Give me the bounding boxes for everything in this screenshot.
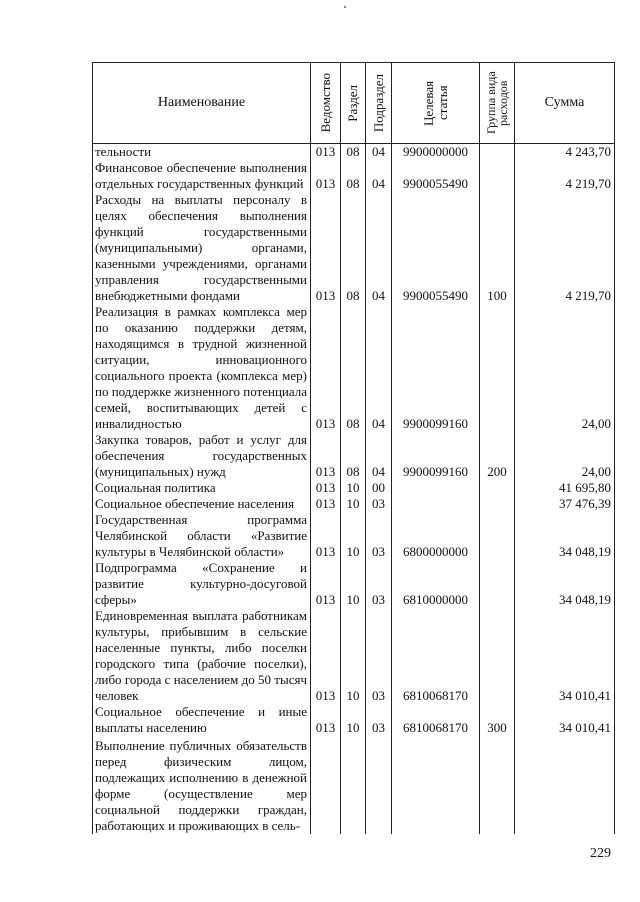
cell-name: Финансовое обеспечение выполнения отдельных государственных функций xyxy=(93,160,311,192)
cell-pod: 00 xyxy=(366,480,392,496)
cell-ved: 013 xyxy=(311,704,341,736)
cell-sum: 34 010,41 xyxy=(515,704,615,736)
cell-sum: 41 695,80 xyxy=(515,480,615,496)
cell-pod: 04 xyxy=(366,304,392,432)
budget-table-sheet xyxy=(92,62,614,833)
cell-sum: 24,00 xyxy=(515,432,615,480)
scan-speck xyxy=(344,6,346,8)
cell-ved: 013 xyxy=(311,192,341,304)
cell-pod: 03 xyxy=(366,704,392,736)
cell-grp xyxy=(480,480,515,496)
header-razdel xyxy=(341,63,366,144)
cell-sum xyxy=(515,736,615,834)
cell-raz: 08 xyxy=(341,304,366,432)
cell-name: тельности xyxy=(93,144,311,161)
cell-name: Социальное обеспечение и иные выплаты населению xyxy=(93,704,311,736)
table-row xyxy=(93,144,615,161)
cell-grp: 300 xyxy=(480,704,515,736)
cell-cel: 6800000000 xyxy=(392,512,480,560)
header-name: Наименование xyxy=(93,63,311,144)
cell-sum: 4 219,70 xyxy=(515,192,615,304)
header-celevaya-label: Целевая статья xyxy=(420,80,450,126)
table-row xyxy=(93,192,615,304)
cell-grp xyxy=(480,496,515,512)
cell-raz: 08 xyxy=(341,192,366,304)
cell-ved: 013 xyxy=(311,160,341,192)
header-razdel-label: Раздел xyxy=(345,84,360,122)
table-row xyxy=(93,480,615,496)
cell-cel xyxy=(392,496,480,512)
table-row xyxy=(93,432,615,480)
cell-cel: 9900099160 xyxy=(392,432,480,480)
cell-raz: 10 xyxy=(341,512,366,560)
table-row xyxy=(93,560,615,608)
cell-grp xyxy=(480,304,515,432)
cell-grp: 200 xyxy=(480,432,515,480)
header-podrazdel xyxy=(366,63,392,144)
cell-name: Единовременная выплата работникам культуры, прибывшим в сельские населенные пункты, либо поселки городского типа (рабочие поселки), либо города с населением до 50 тысяч человек xyxy=(93,608,311,704)
cell-pod: 03 xyxy=(366,496,392,512)
cell-pod: 03 xyxy=(366,608,392,704)
cell-cel xyxy=(392,480,480,496)
cell-ved: 013 xyxy=(311,144,341,161)
cell-name: Государственная программа Челябинской области «Развитие культуры в Челябинской области» xyxy=(93,512,311,560)
cell-sum: 34 010,41 xyxy=(515,608,615,704)
cell-ved: 013 xyxy=(311,608,341,704)
cell-cel: 9900099160 xyxy=(392,304,480,432)
cell-name: Закупка товаров, работ и услуг для обеспечения государственных (муниципальных) нужд xyxy=(93,432,311,480)
cell-raz: 10 xyxy=(341,704,366,736)
cell-ved: 013 xyxy=(311,304,341,432)
cell-grp xyxy=(480,608,515,704)
table-row xyxy=(93,736,615,834)
cell-name: Расходы на выплаты персоналу в целях обеспечения выполнения функций государственными (муниципальными) органами, казенными учреждениями, органами управления государственными внебюджетными фондами xyxy=(93,192,311,304)
cell-cel: 9900055490 xyxy=(392,192,480,304)
cell-pod: 04 xyxy=(366,160,392,192)
cell-ved: 013 xyxy=(311,480,341,496)
cell-raz: 08 xyxy=(341,160,366,192)
cell-raz: 10 xyxy=(341,480,366,496)
table-row xyxy=(93,512,615,560)
budget-table xyxy=(92,62,615,834)
table-row xyxy=(93,608,615,704)
cell-grp xyxy=(480,736,515,834)
cell-cel: 9900000000 xyxy=(392,144,480,161)
cell-cel: 6810068170 xyxy=(392,608,480,704)
cell-grp xyxy=(480,512,515,560)
cell-raz: 10 xyxy=(341,496,366,512)
cell-sum: 24,00 xyxy=(515,304,615,432)
cell-pod: 04 xyxy=(366,192,392,304)
table-row xyxy=(93,304,615,432)
cell-name: Подпрограмма «Сохранение и развитие культурно-досуговой сферы» xyxy=(93,560,311,608)
table-row xyxy=(93,160,615,192)
cell-cel: 6810000000 xyxy=(392,560,480,608)
cell-cel: 9900055490 xyxy=(392,160,480,192)
header-celevaya xyxy=(392,63,480,144)
cell-ved: 013 xyxy=(311,560,341,608)
cell-ved: 013 xyxy=(311,512,341,560)
header-gruppa xyxy=(480,63,515,144)
header-podrazdel-label: Подраздел xyxy=(370,73,386,133)
table-header-row xyxy=(93,63,615,144)
table-row xyxy=(93,704,615,736)
header-gruppa-label: Группа вида расходов xyxy=(484,71,510,135)
cell-grp: 100 xyxy=(480,192,515,304)
cell-pod: 04 xyxy=(366,432,392,480)
cell-name: Социальное обеспечение населения xyxy=(93,496,311,512)
header-summa: Сумма xyxy=(515,63,615,144)
cell-sum: 37 476,39 xyxy=(515,496,615,512)
cell-name: Социальная политика xyxy=(93,480,311,496)
cell-pod: 03 xyxy=(366,560,392,608)
cell-cel xyxy=(392,736,480,834)
header-vedomstvo-label: Ведомство xyxy=(317,73,333,133)
cell-raz: 08 xyxy=(341,144,366,161)
cell-grp xyxy=(480,560,515,608)
cell-name: Реализация в рамках комплекса мер по оказанию поддержки детям, находящимся в трудной жизненной ситуации, инновационного социального проекта (комплекса мер) по поддержке жизненного потенциала семей, воспитывающих детей с инвалидностью xyxy=(93,304,311,432)
cell-grp xyxy=(480,144,515,161)
cell-name: Выполнение публичных обязательств перед физическим лицом, подлежащих исполнению в денежной форме (осуществление мер социальной поддержки граждан, работающих и проживающих в сель- xyxy=(93,736,311,834)
table-body xyxy=(93,144,615,835)
cell-pod: 04 xyxy=(366,144,392,161)
cell-sum: 34 048,19 xyxy=(515,560,615,608)
cell-pod xyxy=(366,736,392,834)
cell-raz: 08 xyxy=(341,432,366,480)
cell-raz: 10 xyxy=(341,560,366,608)
cell-grp xyxy=(480,160,515,192)
table-row xyxy=(93,496,615,512)
cell-ved: 013 xyxy=(311,432,341,480)
cell-sum: 4 243,70 xyxy=(515,144,615,161)
cell-pod: 03 xyxy=(366,512,392,560)
cell-ved xyxy=(311,736,341,834)
cell-raz: 10 xyxy=(341,608,366,704)
header-vedomstvo xyxy=(311,63,341,144)
cell-sum: 34 048,19 xyxy=(515,512,615,560)
page-number: 229 xyxy=(590,846,611,861)
cell-raz xyxy=(341,736,366,834)
cell-sum: 4 219,70 xyxy=(515,160,615,192)
cell-cel: 6810068170 xyxy=(392,704,480,736)
cell-ved: 013 xyxy=(311,496,341,512)
